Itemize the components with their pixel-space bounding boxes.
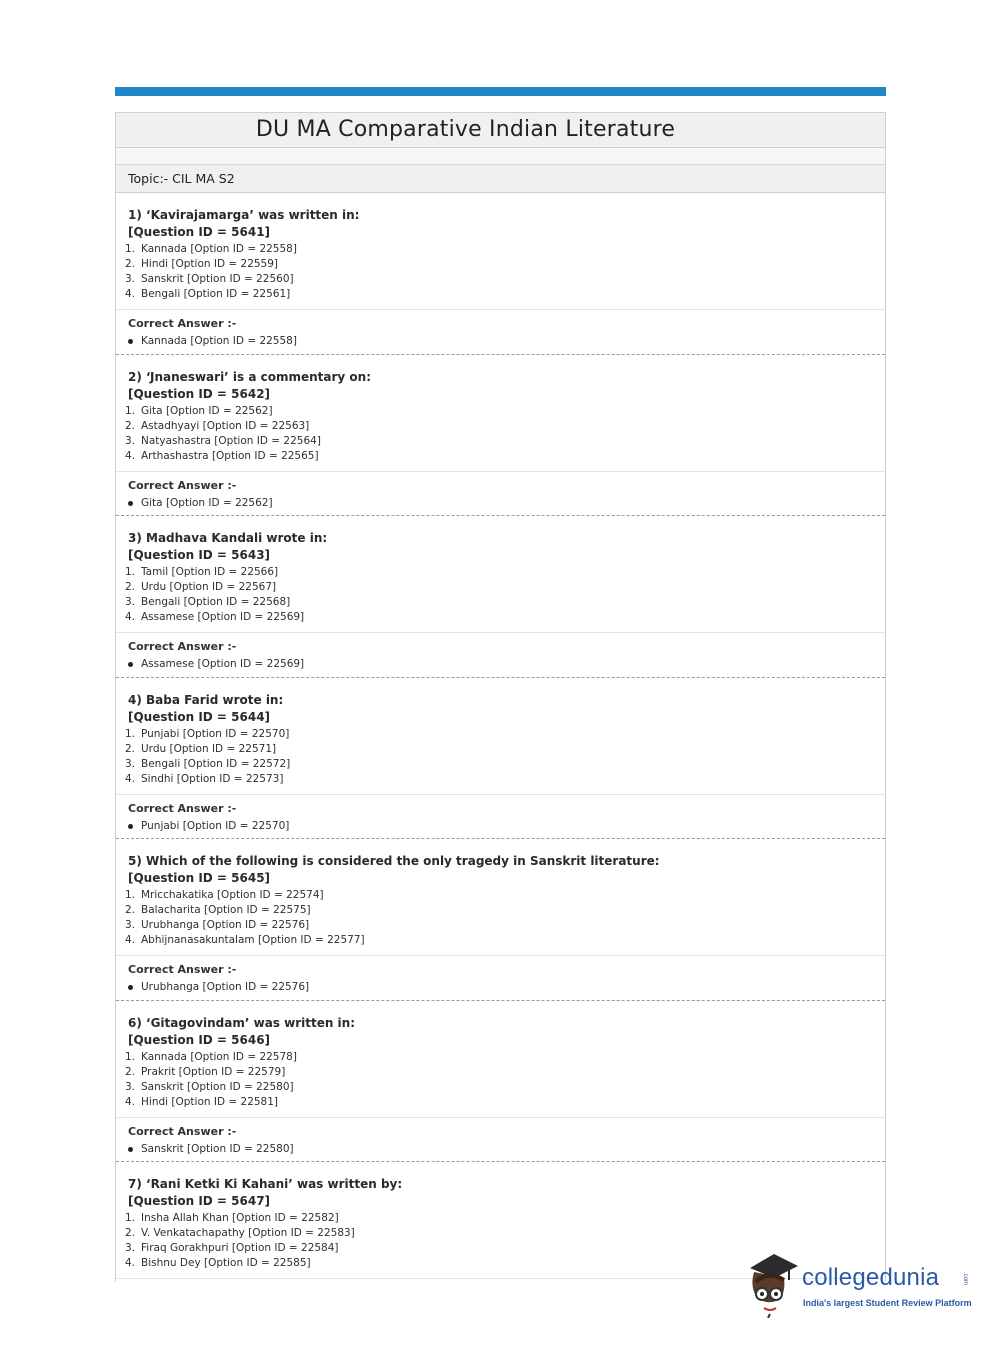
option-item (125, 419, 885, 434)
option-item (125, 287, 885, 302)
option-number: 3. (125, 919, 136, 931)
header-spacer (116, 148, 885, 165)
option-item (125, 434, 885, 449)
option-text: Urubhanga [Option ID = 22576] (141, 919, 310, 931)
option-item (125, 903, 885, 918)
option-number: 1. (125, 404, 136, 417)
option-number: 1. (125, 243, 136, 255)
question-block (116, 193, 885, 355)
correct-answer-label: Correct Answer :- (128, 801, 237, 815)
option-text: Tamil [Option ID = 22566] (141, 566, 279, 578)
title-row (116, 112, 885, 148)
option-item (125, 449, 885, 464)
page-title: DU MA Comparative Indian Literature (255, 117, 676, 142)
question-text: 7) ‘Rani Ketki Ki Kahani’ was written by: (128, 1177, 403, 1191)
option-number: 1. (125, 566, 136, 578)
bullet-icon (128, 501, 133, 506)
option-list (125, 1050, 885, 1110)
option-item (125, 580, 885, 595)
answer-section (116, 956, 885, 995)
option-text: Bengali [Option ID = 22572] (141, 757, 291, 770)
correct-answer-label: Correct Answer :- (128, 640, 237, 653)
option-number: 2. (125, 419, 136, 432)
correct-answer-text: Sanskrit [Option ID = 22580] (141, 1142, 294, 1155)
question-id: [Question ID = 5646] (128, 1032, 271, 1047)
question-section (116, 193, 885, 310)
option-text: Bishnu Dey [Option ID = 22585] (141, 1257, 311, 1269)
mascot-logo-icon (744, 1250, 800, 1318)
option-text: Kannada [Option ID = 22558] (141, 243, 297, 255)
option-item (125, 918, 885, 933)
question-text: 6) ‘Gitagovindam’ was written in: (128, 1015, 356, 1030)
option-number: 2. (125, 258, 136, 270)
question-text: 2) ‘Jnaneswari’ is a commentary on: (128, 369, 372, 384)
correct-answer-text: Urubhanga [Option ID = 22576] (141, 981, 310, 993)
option-text: Bengali [Option ID = 22561] (141, 288, 291, 300)
option-list (125, 727, 885, 787)
option-number: 4. (125, 611, 136, 623)
correct-answer (128, 1142, 885, 1157)
option-number: 2. (125, 742, 136, 755)
option-item (125, 772, 885, 787)
option-text: V. Venkatachapathy [Option ID = 22583] (141, 1227, 355, 1239)
question-section (116, 678, 885, 795)
option-text: Mricchakatika [Option ID = 22574] (141, 889, 324, 901)
correct-answer-label: Correct Answer :- (128, 317, 237, 330)
option-item (125, 1226, 885, 1241)
question-id: [Question ID = 5643] (128, 548, 271, 562)
option-number: 2. (125, 1227, 136, 1239)
option-text: Astadhyayi [Option ID = 22563] (141, 419, 310, 432)
option-item (125, 565, 885, 580)
option-text: Assamese [Option ID = 22569] (141, 611, 305, 623)
correct-answer-label: Correct Answer :- (128, 478, 237, 492)
question-id: [Question ID = 5647] (128, 1194, 271, 1208)
topic-row (116, 165, 885, 193)
option-item (125, 757, 885, 772)
option-number: 1. (125, 889, 136, 901)
option-number: 3. (125, 273, 136, 285)
option-item (125, 257, 885, 272)
correct-answer (128, 980, 885, 995)
option-text: Urdu [Option ID = 22571] (141, 742, 277, 755)
option-item (125, 742, 885, 757)
question-section (116, 516, 885, 633)
question-id: [Question ID = 5645] (128, 871, 271, 885)
answer-section (116, 472, 885, 511)
correct-answer (128, 496, 885, 511)
option-text: Hindi [Option ID = 22559] (141, 258, 279, 270)
option-text: Bengali [Option ID = 22568] (141, 596, 291, 608)
option-list (125, 404, 885, 464)
option-text: Hindi [Option ID = 22581] (141, 1095, 279, 1108)
option-text: Kannada [Option ID = 22578] (141, 1050, 297, 1063)
option-item (125, 1065, 885, 1080)
question-block (116, 516, 885, 678)
option-number: 4. (125, 288, 136, 300)
topic-label: Topic:- CIL MA S2 (128, 171, 235, 186)
option-number: 1. (125, 1212, 136, 1224)
question-text: 4) Baba Farid wrote in: (128, 692, 284, 707)
option-item (125, 933, 885, 948)
collegedunia-watermark (744, 1250, 974, 1320)
answer-section (116, 633, 885, 672)
bullet-icon (128, 1147, 133, 1152)
option-number: 3. (125, 757, 136, 770)
answer-section (116, 795, 885, 834)
question-text: 3) Madhava Kandali wrote in: (128, 531, 328, 545)
option-text: Urdu [Option ID = 22567] (141, 581, 277, 593)
option-number: 3. (125, 596, 136, 608)
option-text: Prakrit [Option ID = 22579] (141, 1065, 286, 1078)
option-text: Balacharita [Option ID = 22575] (141, 904, 311, 916)
option-number: 4. (125, 934, 136, 946)
option-list (125, 242, 885, 302)
option-list (125, 565, 885, 625)
option-list (125, 888, 885, 948)
question-section (116, 1001, 885, 1118)
bullet-icon (128, 662, 133, 667)
option-text: Natyashastra [Option ID = 22564] (141, 434, 321, 447)
question-text: 1) ‘Kavirajamarga’ was written in: (128, 208, 360, 222)
option-item (125, 404, 885, 419)
option-number: 4. (125, 772, 136, 785)
option-text: Sanskrit [Option ID = 22580] (141, 1080, 294, 1093)
question-id: [Question ID = 5642] (128, 386, 271, 401)
option-item (125, 1080, 885, 1095)
correct-answer-text: Assamese [Option ID = 22569] (141, 658, 305, 670)
correct-answer (128, 334, 885, 349)
correct-answer-text: Kannada [Option ID = 22558] (141, 335, 297, 347)
question-section (116, 839, 885, 956)
brand-suffix: .com (962, 1272, 968, 1286)
option-number: 4. (125, 449, 136, 462)
bullet-icon (128, 985, 133, 990)
top-accent-bar (115, 87, 886, 96)
brand-tagline: India's largest Student Review Platform (803, 1298, 972, 1308)
option-number: 4. (125, 1095, 136, 1108)
question-section (116, 355, 885, 472)
option-text: Sindhi [Option ID = 22573] (141, 772, 284, 785)
option-item (125, 595, 885, 610)
correct-answer-label: Correct Answer :- (128, 963, 237, 976)
option-number: 1. (125, 1050, 136, 1063)
bullet-icon (128, 824, 133, 829)
question-id: [Question ID = 5644] (128, 709, 271, 724)
option-text: Abhijnanasakuntalam [Option ID = 22577] (141, 934, 365, 946)
option-item (125, 1050, 885, 1065)
option-text: Gita [Option ID = 22562] (141, 404, 273, 417)
question-block (116, 1001, 885, 1163)
option-number: 2. (125, 581, 136, 593)
option-text: Arthashastra [Option ID = 22565] (141, 449, 319, 462)
question-text: 5) Which of the following is considered the only tragedy in Sanskrit literature: (128, 854, 660, 868)
correct-answer-text: Gita [Option ID = 22562] (141, 496, 273, 509)
question-id: [Question ID = 5641] (128, 225, 271, 239)
bullet-icon (128, 339, 133, 344)
question-block (116, 355, 885, 517)
brand-name: collegedunia (802, 1264, 940, 1291)
option-item (125, 1211, 885, 1226)
answer-section (116, 1118, 885, 1157)
option-item (125, 242, 885, 257)
option-item (125, 888, 885, 903)
question-paper (115, 112, 886, 1282)
option-number: 4. (125, 1257, 136, 1269)
option-item (125, 1095, 885, 1110)
answer-section (116, 310, 885, 349)
option-item (125, 727, 885, 742)
correct-answer-label: Correct Answer :- (128, 1124, 237, 1138)
correct-answer (128, 657, 885, 672)
option-text: Punjabi [Option ID = 22570] (141, 727, 290, 740)
question-block (116, 839, 885, 1001)
correct-answer (128, 819, 885, 834)
option-item (125, 272, 885, 287)
question-block (116, 678, 885, 840)
option-number: 3. (125, 434, 136, 447)
option-text: Insha Allah Khan [Option ID = 22582] (141, 1212, 339, 1224)
option-text: Firaq Gorakhpuri [Option ID = 22584] (141, 1242, 339, 1254)
option-number: 2. (125, 904, 136, 916)
option-number: 1. (125, 727, 136, 740)
correct-answer-text: Punjabi [Option ID = 22570] (141, 819, 290, 832)
option-item (125, 610, 885, 625)
option-number: 3. (125, 1242, 136, 1254)
option-text: Sanskrit [Option ID = 22560] (141, 273, 294, 285)
question-list (116, 193, 885, 1282)
option-number: 2. (125, 1065, 136, 1078)
option-number: 3. (125, 1080, 136, 1093)
